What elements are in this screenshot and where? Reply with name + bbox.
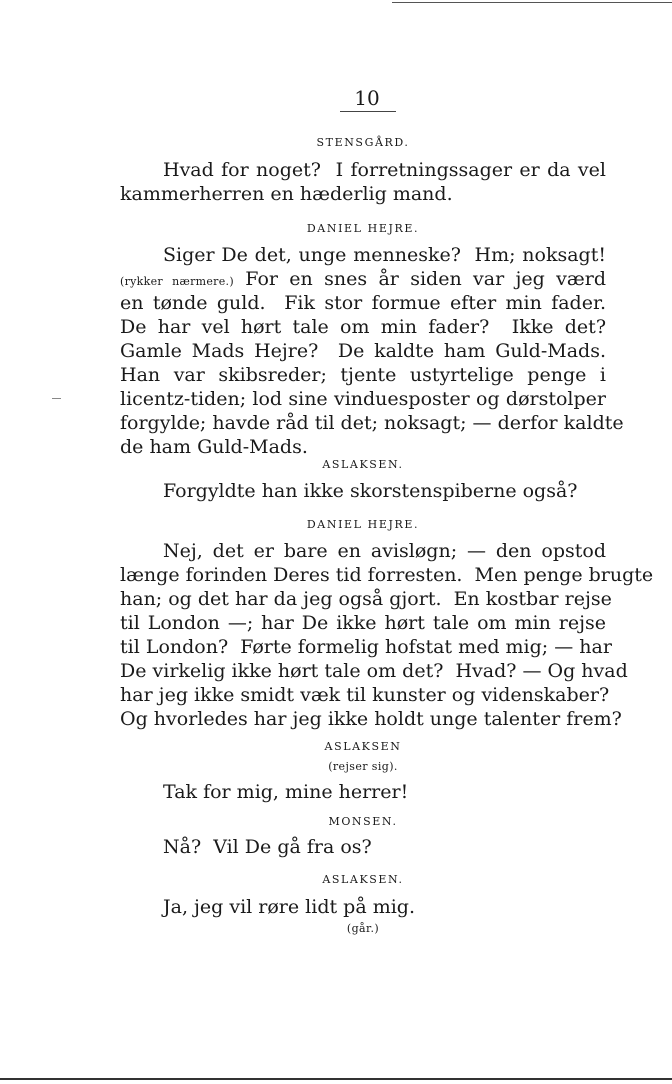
dialogue-line: forgylde; havde råd til det; noksagt; — derfor kaldte (120, 412, 624, 434)
page-number-rule (340, 111, 396, 112)
stage-direction: (rejser sig). (328, 760, 398, 773)
dialogue-line: Nej, det er bare en avisløgn; — den opstod (163, 540, 606, 562)
dialogue-text: For en snes år siden var jeg værd (245, 268, 606, 290)
speaker-name: ASLAKSEN. (322, 458, 404, 471)
page-number: 10 (354, 86, 380, 110)
dialogue-line: Gamle Mads Hejre? De kaldte ham Guld-Mads. (120, 340, 606, 362)
dialogue-line: Ja, jeg vil røre lidt på mig. (163, 896, 415, 918)
dialogue-line: kammerherren en hæderlig mand. (120, 183, 453, 205)
top-edge-rule (392, 2, 672, 3)
stage-direction: (rykker nærmere.) (120, 275, 234, 288)
dialogue-line-with-direction (120, 267, 606, 294)
dialogue-line: licentz-tiden; lod sine vinduesposter og dørstolper (120, 388, 606, 410)
dialogue-line: Hvad for noget? I forretningssager er da vel (163, 159, 606, 181)
dialogue-line: længe forinden Deres tid forresten. Men penge brugte (120, 564, 654, 586)
dialogue-line: Forgyldte han ikke skorstenspiberne også? (163, 480, 578, 502)
stage-direction: (går.) (346, 922, 380, 935)
dialogue-line: De virkelig ikke hørt tale om det? Hvad? — Og hvad (120, 660, 628, 682)
speaker-name: DANIEL HEJRE. (306, 222, 420, 235)
dialogue-line: Siger De det, unge menneske? Hm; noksagt! (163, 244, 606, 266)
dialogue-line: en tønde guld. Fik stor formue efter min fader. (120, 292, 606, 314)
dialogue-line: til London —; har De ikke hørt tale om min rejse (120, 612, 606, 634)
dialogue-line: har jeg ikke smidt væk til kunster og videnskaber? (120, 684, 610, 706)
dialogue-line: De har vel hørt tale om min fader? Ikke det? (120, 316, 606, 338)
speaker-name: ASLAKSEN. (322, 873, 404, 886)
speaker-name: STENSGÅRD. (316, 136, 410, 149)
dialogue-line: Han var skibsreder; tjente ustyrtelige penge i (120, 364, 606, 386)
bottom-edge-rule (0, 1078, 672, 1080)
dialogue-line: han; og det har da jeg også gjort. En kostbar rejse (120, 588, 612, 610)
speaker-name: DANIEL HEJRE. (306, 518, 420, 531)
speaker-name: ASLAKSEN (324, 740, 402, 753)
dialogue-line: Nå? Vil De gå fra os? (163, 836, 372, 858)
dialogue-line: Tak for mig, mine herrer! (163, 781, 409, 803)
margin-mark (52, 398, 61, 399)
speaker-name: MONSEN. (328, 815, 398, 828)
dialogue-line: de ham Guld-Mads. (120, 436, 308, 458)
dialogue-line: Og hvorledes har jeg ikke holdt unge talenter frem? (120, 708, 622, 730)
dialogue-line: til London? Førte formelig hofstat med mig; — har (120, 636, 612, 658)
